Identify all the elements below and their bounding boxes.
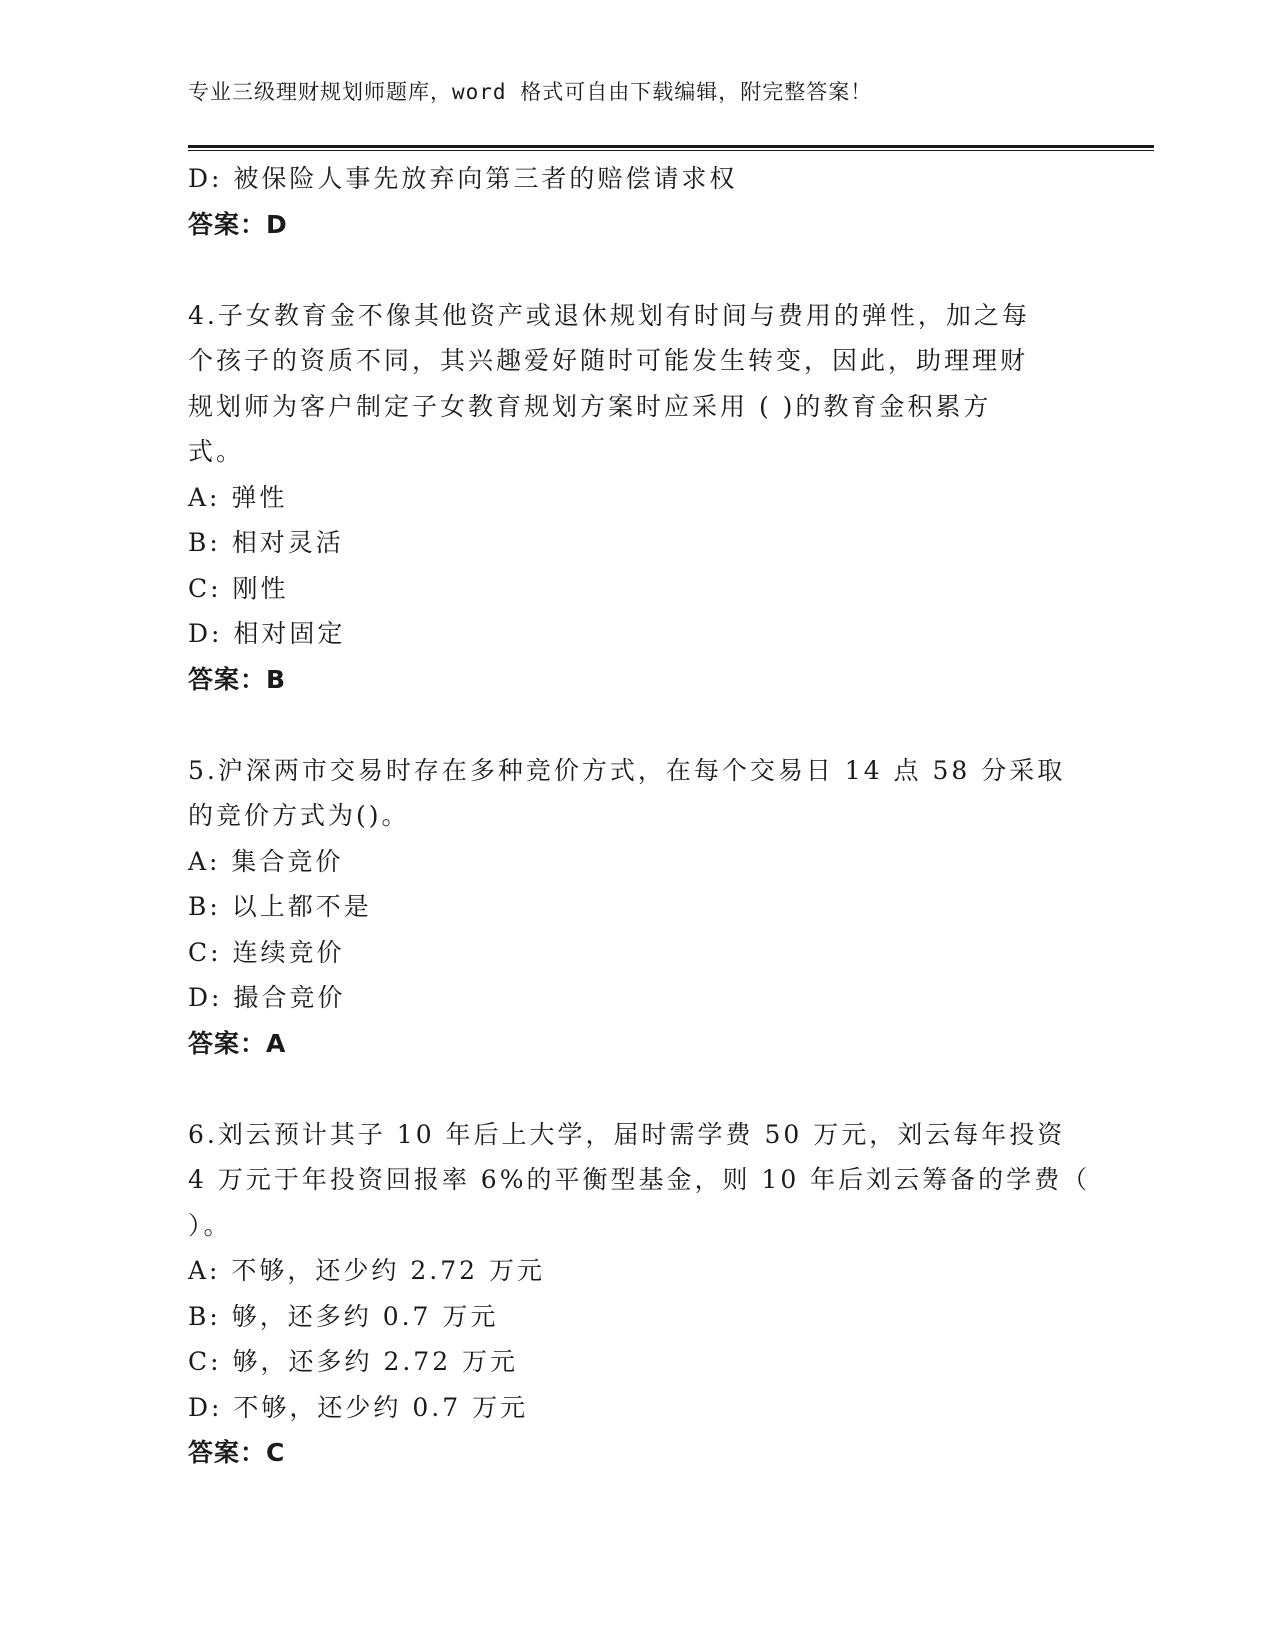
answer-line: 答案：D bbox=[188, 209, 288, 239]
option-d: D: 不够，还少约 0.7 万元 bbox=[188, 1392, 529, 1422]
spacer bbox=[188, 1066, 1068, 1112]
option-a: A: 不够，还少约 2.72 万元 bbox=[188, 1256, 545, 1285]
question-stem-line: 4 万元于年投资回报率 6%的平衡型基金，则 10 年后刘云筹备的学费（ bbox=[188, 1165, 1091, 1194]
answer-line: 答案：A bbox=[188, 1028, 287, 1058]
option-c: C: 连续竞价 bbox=[188, 937, 345, 967]
document-body bbox=[188, 156, 1091, 1476]
option-c: C: 够，还多约 2.72 万元 bbox=[188, 1347, 519, 1376]
page-header: 专业三级理财规划师题库，word 格式可自由下载编辑，附完整答案！ bbox=[188, 80, 873, 104]
spacer bbox=[188, 702, 1068, 748]
question-stem-line: 式。 bbox=[188, 437, 245, 466]
question-stem-line: ）。 bbox=[188, 1210, 232, 1240]
question-stem-line: 6.刘云预计其子 10 年后上大学，届时需学费 50 万元，刘云每年投资 bbox=[188, 1119, 1066, 1149]
question-stem-line: 个孩子的资质不同，其兴趣爱好随时可能发生转变，因此，助理理财 bbox=[188, 346, 1029, 375]
question-5 bbox=[188, 748, 1068, 1067]
option-d: D: 相对固定 bbox=[188, 619, 346, 648]
question-stem-line: 的竞价方式为()。 bbox=[188, 801, 410, 830]
answer-line: 答案：B bbox=[188, 664, 287, 694]
option-b: B: 相对灵活 bbox=[188, 528, 344, 557]
question-stem-line: 4.子女教育金不像其他资产或退休规划有时间与费用的弹性，加之每 bbox=[188, 300, 1030, 330]
option-c: C: 刚性 bbox=[188, 573, 289, 603]
option-b: B: 够，还多约 0.7 万元 bbox=[188, 1301, 499, 1331]
option-a: A: 集合竞价 bbox=[188, 846, 344, 876]
question-stem-line: 规划师为客户制定子女教育规划方案时应采用 ( )的教育金积累方 bbox=[188, 391, 992, 421]
header-rule-thin bbox=[188, 150, 1154, 151]
option-d: D: 撮合竞价 bbox=[188, 983, 346, 1012]
option-a: A: 弹性 bbox=[188, 482, 288, 512]
option-d: D: 被保险人事先放弃向第三者的赔偿请求权 bbox=[188, 164, 738, 193]
question-6 bbox=[188, 1112, 1091, 1476]
spacer bbox=[188, 247, 1068, 293]
question-4 bbox=[188, 293, 1068, 703]
question-stem-line: 5.沪深两市交易时存在多种竞价方式，在每个交易日 14 点 58 分采取 bbox=[188, 755, 1066, 785]
answer-line: 答案：C bbox=[188, 1438, 286, 1467]
header-rule-thick bbox=[188, 145, 1154, 148]
option-b: B: 以上都不是 bbox=[188, 892, 372, 921]
